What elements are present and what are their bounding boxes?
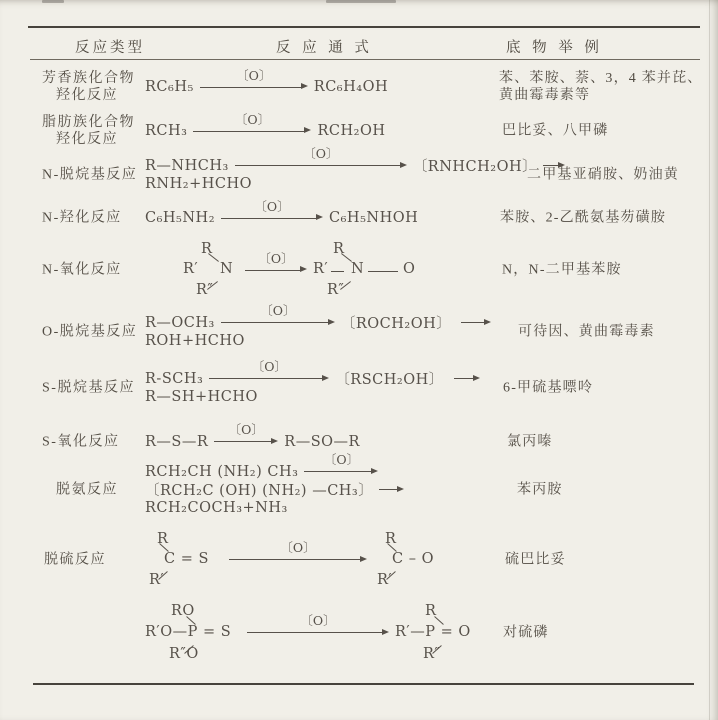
oxidant-label: 〔O〕 xyxy=(280,540,316,555)
thiocarbonyl-structure xyxy=(145,532,223,588)
table-bottom-rule xyxy=(33,683,694,685)
intermediate: 〔RNHCH₂OH〕 xyxy=(412,159,538,175)
reaction-type: 芳香族化合物 羟化反应 xyxy=(42,71,135,103)
reaction-type: S-脱烷基反应 xyxy=(42,380,135,395)
reaction-type: N-氧化反应 xyxy=(42,262,122,278)
reactant: RC₆H₅ xyxy=(145,79,194,95)
oxidant-label: 〔O〕 xyxy=(251,359,287,374)
product: RC₆H₄OH xyxy=(313,79,389,95)
reaction-type: N-脱烷基反应 xyxy=(42,167,138,182)
substrate-examples: N，N-二甲基苯胺 xyxy=(502,262,622,278)
intermediate: 〔RSCH₂OH〕 xyxy=(335,372,444,388)
carbonyl-structure xyxy=(373,532,453,588)
reaction-arrow xyxy=(193,111,311,135)
reaction-formula xyxy=(145,422,360,451)
atom-label: R′—P = O xyxy=(395,623,471,640)
oxidant-label: 〔O〕 xyxy=(236,67,272,83)
intermediate: 〔RCH₂C (OH) (NH₂) —CH₃〕 xyxy=(145,483,374,499)
oxidant-label: 〔O〕 xyxy=(254,198,290,214)
atom-label: R xyxy=(333,241,345,257)
reaction-arrow xyxy=(221,303,335,326)
reaction-formula xyxy=(145,111,386,140)
atom-label: R xyxy=(385,530,397,547)
reactant: R—NHCH₃ xyxy=(145,157,229,174)
oxidant-label: 〔O〕 xyxy=(300,613,336,628)
reaction-formula xyxy=(145,603,481,663)
reaction-arrow xyxy=(304,452,378,475)
row-aromatic-hydroxylation xyxy=(30,63,703,111)
product: RCH₂OH xyxy=(317,123,386,139)
atom-label: R xyxy=(157,530,169,547)
atom-label: R′ xyxy=(183,261,199,277)
row-phosphorothioate-oxidation xyxy=(30,601,698,664)
header-substrate-examples: 底 物 举 例 xyxy=(506,40,603,56)
substrate-examples: 苯、苯胺、萘、3，4 苯并芘、 黄曲霉毒素等 xyxy=(499,71,703,103)
oxidant-label: 〔O〕 xyxy=(260,303,296,318)
atom-label: N xyxy=(351,261,365,277)
atom-label: R xyxy=(425,602,437,619)
bond-line xyxy=(341,253,352,262)
bond-line xyxy=(331,271,344,272)
oxidant-label: 〔O〕 xyxy=(258,250,294,266)
row-n-oxidation xyxy=(30,240,698,300)
substrate-examples: 苯胺、2-乙酰氨基芴磺胺 xyxy=(500,210,667,226)
oxidant-label: 〔O〕 xyxy=(234,111,271,127)
reaction-type: S-氧化反应 xyxy=(42,434,120,449)
oxidant-label: 〔O〕 xyxy=(323,452,360,467)
row-s-dealkylation xyxy=(30,359,698,412)
substrate-examples: 巴比妥、八甲磷 xyxy=(502,123,609,139)
row-aliphatic-hydroxylation xyxy=(30,109,698,153)
scan-artifact xyxy=(42,0,64,3)
atom-label: R xyxy=(201,241,213,257)
byproduct: ROH+HCHO xyxy=(145,332,245,349)
reaction-arrow xyxy=(229,540,367,563)
product: C₆H₅NHOH xyxy=(329,210,419,226)
reactant: R—OCH₃ xyxy=(145,314,215,331)
reaction-formula xyxy=(145,242,425,298)
oxidant-label: 〔O〕 xyxy=(303,146,339,161)
reaction-arrow xyxy=(221,198,323,222)
substrate-examples: 硫巴比妥 xyxy=(505,552,566,567)
reactant: R—S—R xyxy=(145,433,209,450)
byproduct: RNH₂+HCHO xyxy=(145,175,252,192)
reactant: RCH₃ xyxy=(145,123,188,139)
reaction-type: 脱硫反应 xyxy=(44,552,106,567)
product: RCH₂COCH₃+NH₃ xyxy=(145,499,288,516)
row-n-dealkylation xyxy=(30,146,698,198)
product: R—SO—R xyxy=(284,433,360,450)
page-edge-shadow xyxy=(709,0,711,720)
atom-label: C = S xyxy=(164,550,209,567)
reactant: C₆H₅NH₂ xyxy=(145,210,216,226)
phosphorothioate-structure xyxy=(145,604,241,662)
reaction-arrow xyxy=(214,422,278,445)
bond-line xyxy=(368,271,398,272)
reaction-formula xyxy=(145,198,419,227)
decomposition-arrow xyxy=(461,319,491,326)
atom-label: R″ xyxy=(327,282,345,298)
reaction-type: N-羟化反应 xyxy=(42,210,122,226)
decomposition-arrow xyxy=(379,486,404,493)
reaction-formula xyxy=(145,303,497,350)
amine-oxide-structure xyxy=(313,242,425,298)
atom-label: C – O xyxy=(392,550,434,567)
reaction-type: 脂肪族化合物 羟化反应 xyxy=(42,115,135,147)
oxidant-label: 〔O〕 xyxy=(228,422,264,437)
atom-label: R′ xyxy=(313,261,329,277)
bond-line xyxy=(208,253,219,262)
reaction-arrow xyxy=(209,359,329,382)
atom-label: R′ xyxy=(149,571,165,588)
substrate-examples: 6-甲硫基嘌呤 xyxy=(503,380,594,395)
reaction-formula xyxy=(145,532,453,588)
atom-label: R″O xyxy=(169,645,199,662)
reaction-type: O-脱烷基反应 xyxy=(42,324,138,339)
decomposition-arrow xyxy=(454,375,480,382)
table-header xyxy=(30,36,698,56)
scan-artifact xyxy=(326,0,396,3)
header-general-formula: 反 应 通 式 xyxy=(276,40,373,56)
header-reaction-type: 反应类型 xyxy=(75,40,145,56)
substrate-examples: 苯丙胺 xyxy=(517,482,563,497)
table-top-rule xyxy=(28,26,700,28)
reactant: R-SCH₃ xyxy=(145,370,204,387)
tertiary-amine-structure xyxy=(183,242,239,298)
row-desulfuration xyxy=(30,531,698,588)
atom-label: RO xyxy=(171,602,195,619)
substrate-examples: 对硫磷 xyxy=(503,625,549,640)
phosphate-structure xyxy=(395,604,481,662)
reaction-type: 脱氨反应 xyxy=(56,482,118,497)
atom-label: R′O—P = S xyxy=(145,623,232,640)
atom-label: N xyxy=(220,261,234,277)
atom-label: R″ xyxy=(423,645,441,662)
row-o-dealkylation xyxy=(30,303,698,356)
reaction-arrow xyxy=(247,613,389,636)
atom-label: O xyxy=(403,261,416,277)
row-n-hydroxylation xyxy=(30,200,698,236)
row-s-oxidation xyxy=(30,423,698,460)
reaction-arrow xyxy=(245,250,307,274)
reaction-arrow xyxy=(235,146,407,169)
substrate-examples: 氯丙嗪 xyxy=(507,434,553,449)
reaction-formula xyxy=(145,452,410,517)
header-separator-rule xyxy=(30,59,700,60)
atom-label: R″ xyxy=(196,282,214,298)
reactant: RCH₂CH (NH₂) CH₃ xyxy=(145,463,299,480)
byproduct: R—SH+HCHO xyxy=(145,388,258,405)
row-deamination xyxy=(30,452,698,518)
reaction-formula xyxy=(145,359,486,406)
substrate-examples: 可待因、黄曲霉毒素 xyxy=(518,324,655,339)
reaction-arrow xyxy=(200,67,308,91)
atom-label: R′ xyxy=(377,571,393,588)
reaction-formula xyxy=(145,146,571,193)
reaction-formula xyxy=(145,67,389,96)
intermediate: 〔ROCH₂OH〕 xyxy=(340,316,452,332)
substrate-examples: 二甲基亚硝胺、奶油黄 xyxy=(527,167,679,182)
